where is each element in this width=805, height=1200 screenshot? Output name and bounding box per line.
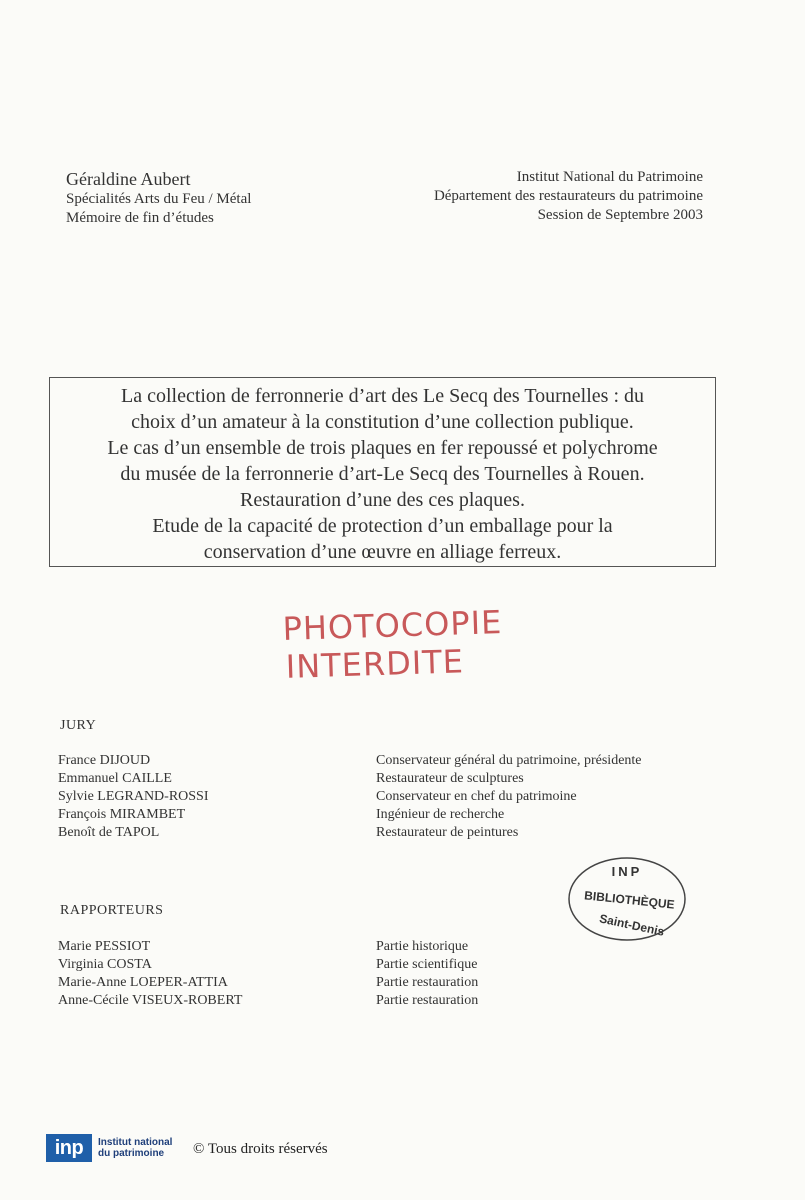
jury-member-role: Restaurateur de peintures	[376, 825, 519, 840]
author-thesis: Mémoire de fin d’études	[66, 210, 214, 226]
title-line: Restauration d’une des ces plaques.	[240, 489, 525, 511]
stamp-line-2: INTERDITE	[285, 642, 465, 686]
rapporteurs-names-list	[58, 938, 242, 1010]
rapporteurs-heading: RAPPORTEURS	[60, 903, 164, 918]
institution-block	[434, 168, 703, 225]
title-line: du musée de la ferronnerie d’art-Le Secq des Tournelles à Rouen.	[120, 463, 645, 485]
institution-department: Département des restaurateurs du patrimoine	[433, 188, 703, 204]
library-seal-graphic	[565, 852, 690, 947]
title-line: Etude de la capacité de protection d’un emballage pour la	[152, 515, 613, 537]
jury-roles-list	[376, 752, 642, 842]
title-line: Le cas d’un ensemble de trois plaques en fer repoussé et polychrome	[107, 437, 658, 459]
title-line: choix d’un amateur à la constitution d’une collection publique.	[131, 411, 634, 433]
seal-top-text: INP	[611, 864, 643, 879]
jury-member-role: Conservateur général du patrimoine, présidente	[376, 753, 642, 768]
inp-logo-line-2: du patrimoine	[98, 1148, 165, 1159]
jury-member-name: Emmanuel CAILLE	[58, 771, 172, 786]
jury-member-name: France DIJOUD	[58, 753, 151, 768]
institution-session: Session de Septembre 2003	[537, 207, 703, 223]
jury-member-role: Restaurateur de sculptures	[376, 771, 524, 786]
title-line: conservation d’une œuvre en alliage ferreux.	[203, 541, 562, 563]
photocopy-forbidden-stamp	[282, 603, 504, 686]
rapporteur-name: Marie-Anne LOEPER-ATTIA	[58, 975, 228, 990]
rapporteur-name: Marie PESSIOT	[58, 939, 151, 954]
jury-member-name: Benoît de TAPOL	[58, 825, 160, 840]
library-seal	[565, 852, 690, 947]
rapporteur-name: Anne-Cécile VISEUX-ROBERT	[58, 993, 243, 1008]
jury-member-role: Conservateur en chef du patrimoine	[376, 789, 577, 804]
rapporteur-role: Partie scientifique	[376, 957, 478, 972]
rapporteur-role: Partie restauration	[376, 975, 479, 990]
inp-logo-text	[98, 1137, 172, 1159]
author-block	[66, 168, 251, 228]
seal-bottom-text: Saint-Denis	[598, 911, 666, 939]
institution-name: Institut National du Patrimoine	[516, 169, 703, 185]
author-name: Géraldine Aubert	[66, 169, 191, 189]
rapporteurs-roles-list	[376, 938, 478, 1010]
seal-middle-text: BIBLIOTHÈQUE	[583, 888, 676, 912]
rapporteur-role: Partie restauration	[376, 993, 479, 1008]
inp-logo	[46, 1134, 172, 1162]
author-specialty: Spécialités Arts du Feu / Métal	[66, 191, 252, 207]
jury-member-name: Sylvie LEGRAND-ROSSI	[58, 789, 209, 804]
jury-heading: JURY	[60, 718, 97, 733]
copyright-notice: © Tous droits réservés	[193, 1141, 328, 1157]
jury-names-list	[58, 752, 209, 842]
inp-logo-line-1: Institut national	[98, 1137, 173, 1148]
inp-logo-mark: inp	[46, 1134, 92, 1162]
thesis-title-box	[49, 377, 716, 567]
rapporteur-name: Virginia COSTA	[58, 957, 152, 972]
stamp-line-1: PHOTOCOPIE	[282, 603, 503, 648]
rapporteur-role: Partie historique	[376, 939, 469, 954]
jury-member-name: François MIRAMBET	[58, 807, 186, 822]
jury-member-role: Ingénieur de recherche	[376, 807, 505, 822]
title-line: La collection de ferronnerie d’art des Le Secq des Tournelles : du	[120, 385, 645, 407]
